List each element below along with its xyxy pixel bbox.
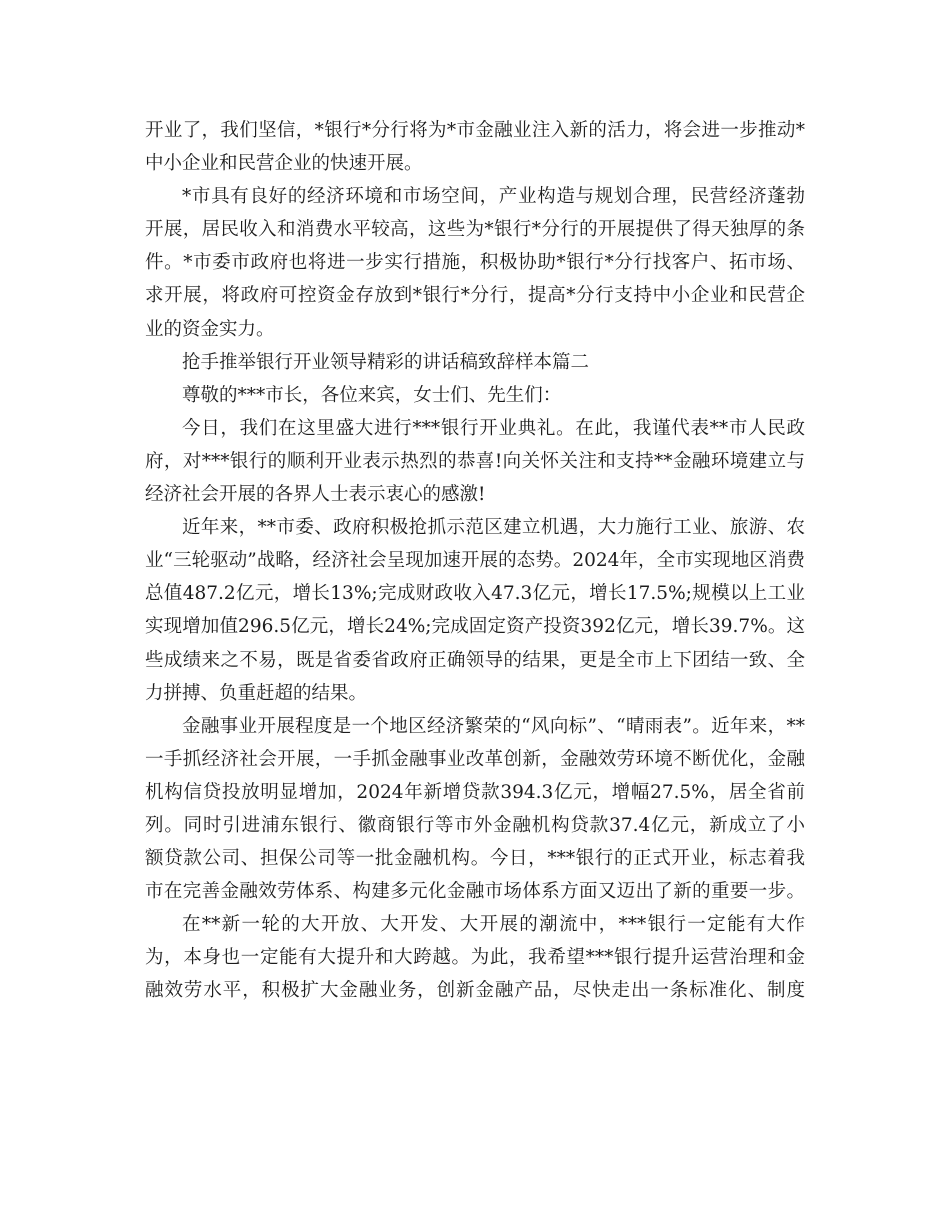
text-line: 实现增加值296.5亿元，增长24%;完成固定资产投资392亿元，增长39.7%。这 <box>145 616 805 638</box>
text-line: 尊敬的***市长，各位来宾，女士们、先生们： <box>182 384 562 406</box>
text-line: *市具有良好的经济环境和市场空间，产业构造与规划合理，民营经济蓬勃 <box>182 186 805 208</box>
text-line: 今日，我们在这里盛大进行***银行开业典礼。在此，我谨代表**市人民政 <box>182 417 805 439</box>
text-line: 府，对***银行的顺利开业表示热烈的恭喜!向关怀关注和支持**金融环境建立与 <box>145 450 805 472</box>
text-line: 市在完善金融效劳体系、构建多元化金融市场体系方面又迈出了新的重要一步。 <box>145 881 805 903</box>
text-line: 些成绩来之不易，既是省委省政府正确领导的结果，更是全市上下团结一致、全 <box>145 649 805 671</box>
document-body <box>145 114 805 1008</box>
text-line: 总值487.2亿元，增长13%;完成财政收入47.3亿元，增长17.5%;规模以上工业 <box>145 583 805 605</box>
text-line: 中小企业和民营企业的快速开展。 <box>145 153 423 175</box>
text-line: 业“三轮驱动”战略，经济社会呈现加速开展的态势。2024年，全市实现地区消费 <box>145 550 805 572</box>
text-line: 为，本身也一定能有大提升和大跨越。为此，我希望***银行提升运营治理和金 <box>145 947 805 969</box>
text-line: 力拼搏、负重赶超的结果。 <box>145 682 368 704</box>
text-line: 业的资金实力。 <box>145 318 275 340</box>
text-line: 开业了，我们坚信，*银行*分行将为*市金融业注入新的活力，将会进一步推动* <box>145 120 805 141</box>
text-line: 求开展，将政府可控资金存放到*银行*分行，提高*分行支持中小企业和民营企 <box>145 285 805 307</box>
text-line: 经济社会开展的各界人士表示衷心的感激! <box>145 484 486 506</box>
text-line: 金融事业开展程度是一个地区经济繁荣的“风向标”、“晴雨表”。近年来，** <box>182 715 805 737</box>
text-line: 额贷款公司、担保公司等一批金融机构。今日，***银行的正式开业，标志着我 <box>145 848 805 870</box>
text-line: 件。*市委市政府也将进一步实行措施，积极协助*银行*分行找客户、拓市场、 <box>145 252 805 274</box>
text-line: 融效劳水平，积极扩大金融业务，创新金融产品，尽快走出一条标准化、制度 <box>145 980 805 1002</box>
text-line: 在**新一轮的大开放、大开发、大开展的潮流中，***银行一定能有大作 <box>182 914 805 936</box>
text-line: 列。同时引进浦东银行、徽商银行等市外金融机构贷款37.4亿元，新成立了小 <box>145 814 805 836</box>
text-line: 一手抓经济社会开展，一手抓金融事业改革创新，金融效劳环境不断优化，金融 <box>145 748 805 770</box>
text-line: 近年来，**市委、政府积极抢抓示范区建立机遇，大力施行工业、旅游、农 <box>182 517 805 539</box>
text-line: 抢手推举银行开业领导精彩的讲话稿致辞样本篇二 <box>182 351 590 373</box>
text-line: 机构信贷投放明显增加，2024年新增贷款394.3亿元，增幅27.5%，居全省前 <box>145 781 805 803</box>
text-line: 开展，居民收入和消费水平较高，这些为*银行*分行的开展提供了得天独厚的条 <box>145 219 805 241</box>
